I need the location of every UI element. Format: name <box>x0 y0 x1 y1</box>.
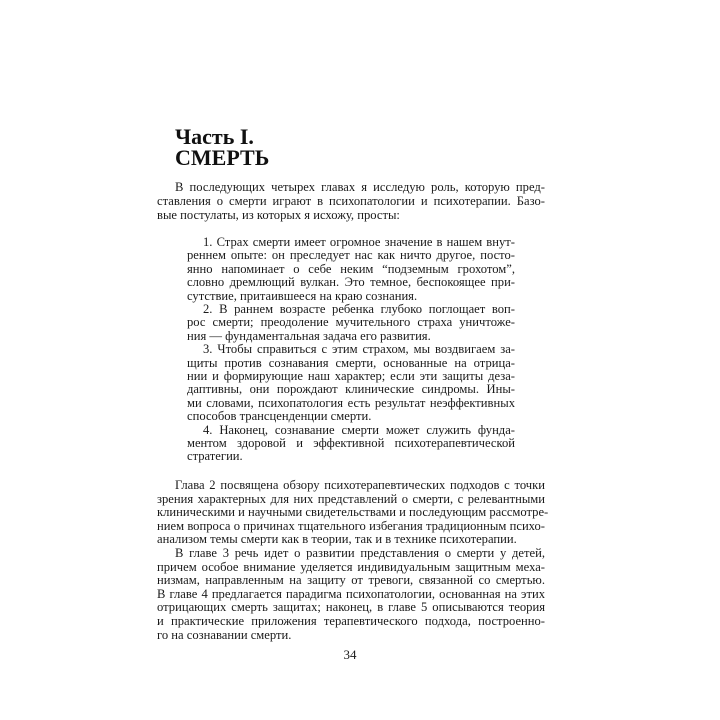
postulate-line: 2. В раннем возрасте ребенка глубоко поглощает воп- <box>203 302 515 316</box>
postulate-line: реннем опыте: он преследует нас как ничто другое, посто- <box>187 248 515 263</box>
postulate-line: 1. Страх смерти имеет огромное значение в нашем внут- <box>203 235 515 249</box>
page-number: 34 <box>343 647 357 662</box>
chapter-summary-line: причем особое внимание уделяется индивидуальным защитным меха- <box>157 559 545 574</box>
postulate-line: ми словами, психопатология есть результат неэффективных <box>187 395 515 410</box>
chapter-summary-line: клиническими и научными свидетельствами и последующим рассмотре- <box>157 505 549 520</box>
chapter-summary-line: В главе 3 речь идет о развитии представления о смерти у детей, <box>175 546 545 560</box>
chapter-summary-line: зрения характерных для них представлений о смерти, с релевантными <box>157 491 545 506</box>
chapter-summary-line: го на сознавании смерти. <box>157 627 292 642</box>
postulate-line: 4. Наконец, сознавание смерти может служить фунда- <box>203 422 515 437</box>
postulate-line: нии и формирующие наш характер; если эти защиты деза- <box>187 369 515 383</box>
postulate-line: янно напоминает о себе неким “подземным грохотом”, <box>187 261 515 276</box>
postulate-line: 3. Чтобы справиться с этим страхом, мы воздвигаем за- <box>203 342 515 357</box>
intro-line: вые постулаты, из которых я исхожу, просты: <box>157 207 400 222</box>
postulate-line: рос смерти; преодоление мучительного страха уничтоже- <box>187 315 515 330</box>
postulate-line: способов трансценденции смерти. <box>187 409 372 424</box>
intro-line: В последующих четырех главах я исследую роль, которую пред- <box>175 180 545 194</box>
part-subtitle: СМЕРТЬ <box>175 145 270 170</box>
postulate-line: ния — фундаментальная задача его развития. <box>187 328 431 343</box>
postulate-line: ментом здоровой и эффективной психотерапевтической <box>187 436 515 450</box>
intro-line: ставления о смерти играют в психопатологии и психотерапии. Базо- <box>157 193 545 208</box>
postulate-line: щиты против сознавания смерти, основанные на отрица- <box>187 355 515 370</box>
postulate-line: даптивны, они порождают клинические синдромы. Ины- <box>187 382 515 397</box>
postulate-line: стратегии. <box>187 449 243 464</box>
chapter-summary-line: Глава 2 посвящена обзору психотерапевтических подходов с точки <box>175 478 545 492</box>
part-title: Часть I. <box>175 124 254 149</box>
chapter-summary-line: отрицающих смерть защитах; наконец, в главе 5 описываются теория <box>157 600 545 615</box>
postulate-line: словно дремлющий вулкан. Это темное, беспокоящее при- <box>187 275 515 290</box>
chapter-summary-line: анализом темы смерти как в теории, так и в технике психотерапии. <box>157 532 517 547</box>
postulate-line: сутствие, притаившееся на краю сознания. <box>187 288 418 303</box>
chapter-summary-line: нием вопроса о причинах тщательного избегания традиционным психо- <box>157 518 545 533</box>
chapter-summary-line: низмам, направленным на защиту от тревоги, связанной со смертью. <box>157 573 545 588</box>
chapter-summary-line: и практические приложения терапевтического подхода, построенно- <box>157 614 545 628</box>
chapter-summary-line: В главе 4 предлагается парадигма психопатологии, основанная на этих <box>157 586 545 601</box>
